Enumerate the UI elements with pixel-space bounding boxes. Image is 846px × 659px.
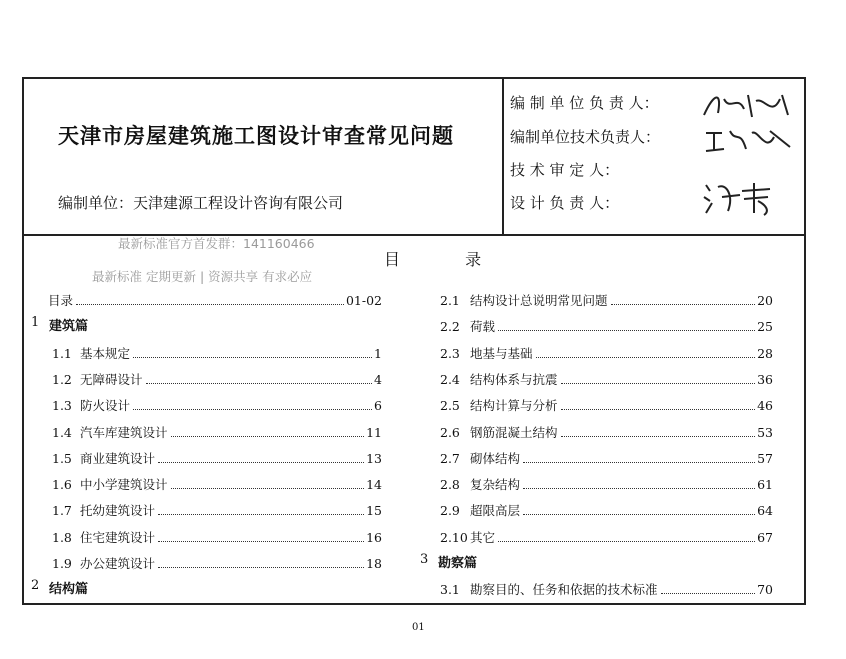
toc-entry-label: 防火设计: [80, 398, 131, 414]
toc-entry-number: 1.6: [52, 477, 72, 493]
toc-entry[interactable]: [52, 423, 382, 441]
toc-entry[interactable]: [48, 291, 382, 309]
toc-entry-page: 6: [374, 398, 382, 414]
toc-entry-label: 结构体系与抗震: [470, 371, 558, 387]
toc-entry-label: 商业建筑设计: [80, 450, 156, 466]
toc-entry[interactable]: [440, 396, 773, 414]
toc-entry[interactable]: [52, 528, 382, 546]
toc-leader-dots: [523, 462, 755, 463]
toc-entry-page: 67: [757, 529, 773, 545]
toc-entry-label: 砌体结构: [470, 450, 521, 466]
toc-entry-page: 64: [757, 503, 773, 519]
toc-entry[interactable]: [440, 475, 773, 493]
toc-entry-number: 2.4: [440, 371, 460, 387]
toc-entry-page: 25: [757, 319, 773, 335]
toc-entry-number: 1.1: [52, 345, 72, 361]
toc-entry-page: 16: [366, 529, 382, 545]
toc-leader-dots: [561, 436, 756, 437]
toc-entry-number: 2.3: [440, 345, 460, 361]
toc-entry-label: 复杂结构: [470, 477, 521, 493]
toc-entry-page: 18: [366, 556, 382, 571]
toc-entry-label: 办公建筑设计: [80, 556, 156, 571]
toc-leader-dots: [158, 514, 364, 515]
signature-1-icon: [700, 87, 794, 123]
toc-entry[interactable]: [440, 370, 773, 388]
toc-entry-label: 目录: [48, 293, 74, 308]
toc-entry-page: 01-02: [345, 293, 382, 308]
toc-entry-number: 2.5: [440, 398, 460, 414]
toc-entry-page: 36: [757, 371, 773, 387]
role-design-lead: 设 计 负 责 人：: [510, 194, 620, 212]
watermark-line-2: 最新标准 定期更新 | 资源共享 有求必应: [92, 269, 313, 284]
toc-entry[interactable]: [52, 370, 382, 388]
toc-entry[interactable]: [440, 423, 773, 441]
role-technical-head: 编制单位技术负责人：: [510, 128, 661, 146]
toc-entry-page: 14: [366, 477, 382, 493]
toc-entry-number: 2.6: [440, 424, 460, 440]
header-divider-vertical: [502, 79, 504, 234]
toc-leader-dots: [536, 357, 756, 358]
page-number: 01: [412, 622, 425, 633]
toc-leader-dots: [523, 514, 755, 515]
toc-entry-label: 钢筋混凝土结构: [470, 424, 558, 440]
toc-entry[interactable]: [440, 580, 773, 598]
toc-entry-page: 57: [757, 450, 773, 466]
toc-entry-number: 1.9: [52, 556, 72, 571]
toc-section-number: 3: [420, 552, 429, 567]
toc-entry-label: 托幼建筑设计: [80, 503, 156, 519]
toc-entry-number: 2.2: [440, 319, 460, 335]
toc-entry[interactable]: [440, 528, 773, 546]
toc-leader-dots: [158, 567, 364, 568]
toc-entry-number: 2.9: [440, 503, 460, 519]
toc-entry-label: 中小学建筑设计: [80, 477, 168, 493]
toc-entry-number: 3.1: [440, 582, 460, 598]
toc-entry-page: 20: [757, 293, 773, 308]
role-unit-head: 编 制 单 位 负 责 人：: [510, 94, 659, 112]
toc-entry[interactable]: [52, 396, 382, 414]
toc-entry-number: 1.2: [52, 371, 72, 387]
toc-entry[interactable]: [52, 554, 382, 572]
toc-entry-number: 1.5: [52, 450, 72, 466]
toc-title: 目 录: [384, 250, 512, 269]
toc-leader-dots: [498, 541, 755, 542]
toc-entry-page: 70: [757, 582, 773, 598]
toc-leader-dots: [523, 488, 755, 489]
watermark-line-1: 最新标准官方首发群：141160466: [118, 236, 315, 251]
toc-entry[interactable]: [52, 475, 382, 493]
toc-entry-number: 1.7: [52, 503, 72, 519]
toc-entry[interactable]: [440, 344, 773, 362]
toc-entry-number: 1.4: [52, 424, 72, 440]
toc-entry-page: 1: [374, 345, 382, 361]
toc-section-label: 结构篇: [49, 582, 89, 598]
toc-section-heading: [420, 552, 477, 571]
toc-entry-number: 2.1: [440, 293, 460, 308]
toc-entry-label: 超限高层: [470, 503, 521, 519]
toc-entry-label: 汽车库建筑设计: [80, 424, 168, 440]
toc-entry-page: 11: [366, 424, 382, 440]
toc-leader-dots: [171, 488, 365, 489]
toc-leader-dots: [158, 462, 364, 463]
toc-entry[interactable]: [440, 317, 773, 335]
toc-entry-page: 28: [757, 345, 773, 361]
toc-entry-number: 1.8: [52, 529, 72, 545]
signature-3-icon: [700, 177, 794, 217]
toc-entry[interactable]: [440, 449, 773, 467]
compiler-unit: 编制单位：天津建源工程设计咨询有限公司: [58, 194, 344, 212]
toc-entry-label: 勘察目的、任务和依据的技术标准: [470, 582, 658, 598]
toc-entry-label: 荷载: [470, 319, 496, 335]
title-block-frame: [22, 77, 806, 605]
toc-entry-page: 15: [366, 503, 382, 519]
toc-entry[interactable]: [52, 449, 382, 467]
toc-section-label: 建筑篇: [49, 319, 89, 335]
document-title: 天津市房屋建筑施工图设计审查常见问题: [58, 124, 454, 148]
role-reviewer: 技 术 审 定 人：: [510, 161, 620, 179]
toc-entry-number: 2.8: [440, 477, 460, 493]
toc-leader-dots: [661, 593, 756, 594]
toc-leader-dots: [171, 436, 365, 437]
toc-leader-dots: [611, 304, 756, 305]
toc-leader-dots: [158, 541, 364, 542]
toc-entry-label: 无障碍设计: [80, 371, 143, 387]
toc-entry-label: 其它: [470, 529, 496, 545]
toc-entry-page: 53: [757, 424, 773, 440]
toc-entry-label: 基本规定: [80, 345, 131, 361]
toc-section-label: 勘察篇: [438, 556, 478, 571]
toc-entry[interactable]: [440, 291, 773, 309]
toc-leader-dots: [561, 383, 756, 384]
toc-entry-page: 4: [374, 371, 382, 387]
toc-section-number: 2: [31, 578, 40, 594]
toc-leader-dots: [498, 330, 755, 331]
toc-entry[interactable]: [52, 344, 382, 362]
toc-leader-dots: [146, 383, 373, 384]
toc-entry[interactable]: [440, 501, 773, 519]
toc-section-number: 1: [31, 315, 40, 331]
toc-leader-dots: [133, 409, 372, 410]
toc-entry-number: 2.10: [440, 529, 468, 545]
toc-section-heading: [31, 315, 88, 334]
toc-section-heading: [31, 578, 88, 597]
toc-entry-page: 13: [366, 450, 382, 466]
signature-2-icon: [700, 123, 794, 159]
toc-entry[interactable]: [52, 501, 382, 519]
toc-leader-dots: [76, 304, 344, 305]
toc-entry-label: 住宅建筑设计: [80, 529, 156, 545]
toc-leader-dots: [133, 357, 372, 358]
toc-entry-label: 结构计算与分析: [470, 398, 558, 414]
toc-leader-dots: [561, 409, 756, 410]
toc-entry-label: 结构设计总说明常见问题: [470, 293, 608, 308]
toc-entry-number: 2.7: [440, 450, 460, 466]
toc-entry-label: 地基与基础: [470, 345, 533, 361]
toc-entry-number: 1.3: [52, 398, 72, 414]
toc-entry-page: 61: [757, 477, 773, 493]
toc-entry-page: 46: [757, 398, 773, 414]
